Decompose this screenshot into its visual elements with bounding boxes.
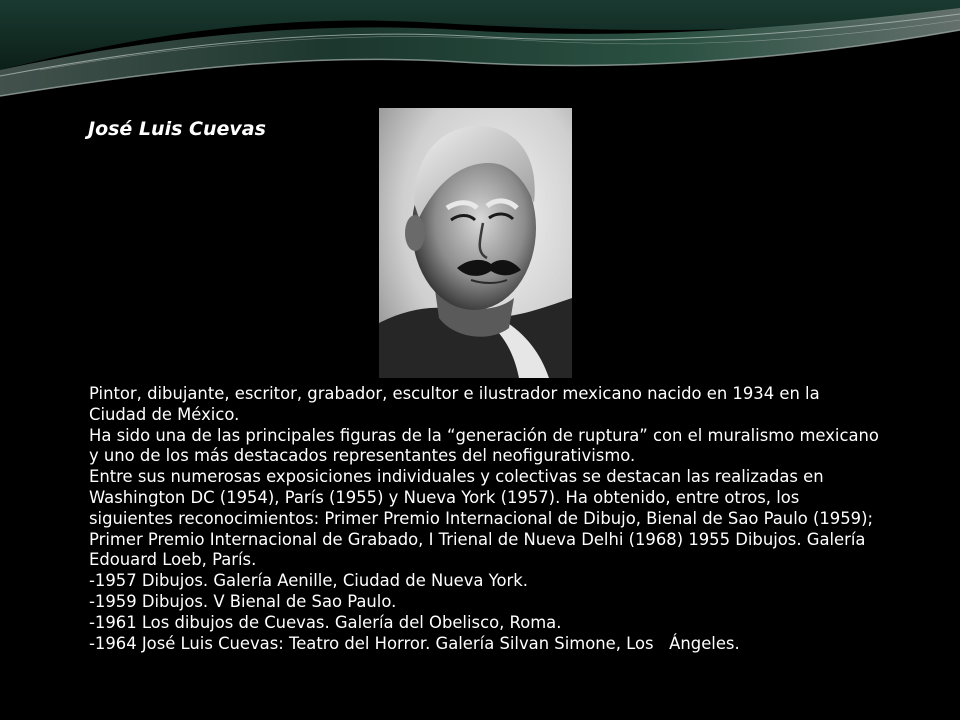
bio-paragraph-birth: Pintor, dibujante, escritor, grabador, escultor e ilustrador mexicano nacido en 1934 en la Ciudad de México.	[89, 384, 820, 424]
slide-title: José Luis Cuevas	[88, 118, 266, 140]
bio-item-1964: -1964 José Luis Cuevas: Teatro del Horror. Galería Silvan Simone, Los Ángeles.	[89, 633, 740, 653]
bio-item-1961: -1961 Los dibujos de Cuevas. Galería del Obelisco, Roma.	[89, 612, 562, 632]
decorative-banner	[0, 0, 960, 110]
bio-paragraph-generation: Ha sido una de las principales figuras de la “generación de ruptura” con el muralismo mexicano y uno de los más destacados representantes del neofigurativismo.	[89, 425, 879, 466]
bio-item-1957: -1957 Dibujos. Galería Aenille, Ciudad de Nueva York.	[89, 571, 528, 591]
portrait-photo	[379, 108, 572, 378]
bio-paragraph-exhibitions: Entre sus numerosas exposiciones individuales y colectivas se destacan las realizadas en Washington DC (1954), París (1955) y Nueva York (1957). Ha obtenido, entre otros, los siguientes reconocimientos: Primer Premio Internacional de Dibujo, Bienal de Sao Paulo (1959); Primer Premio Internacional de Grabado, I Trienal de Nueva Delhi (1968) 1955 Dibujos. Galería Edouard Loeb, París.	[89, 467, 874, 570]
bio-item-1959: -1959 Dibujos. V Bienal de Sao Paulo.	[89, 591, 397, 611]
biography-text	[89, 384, 879, 654]
